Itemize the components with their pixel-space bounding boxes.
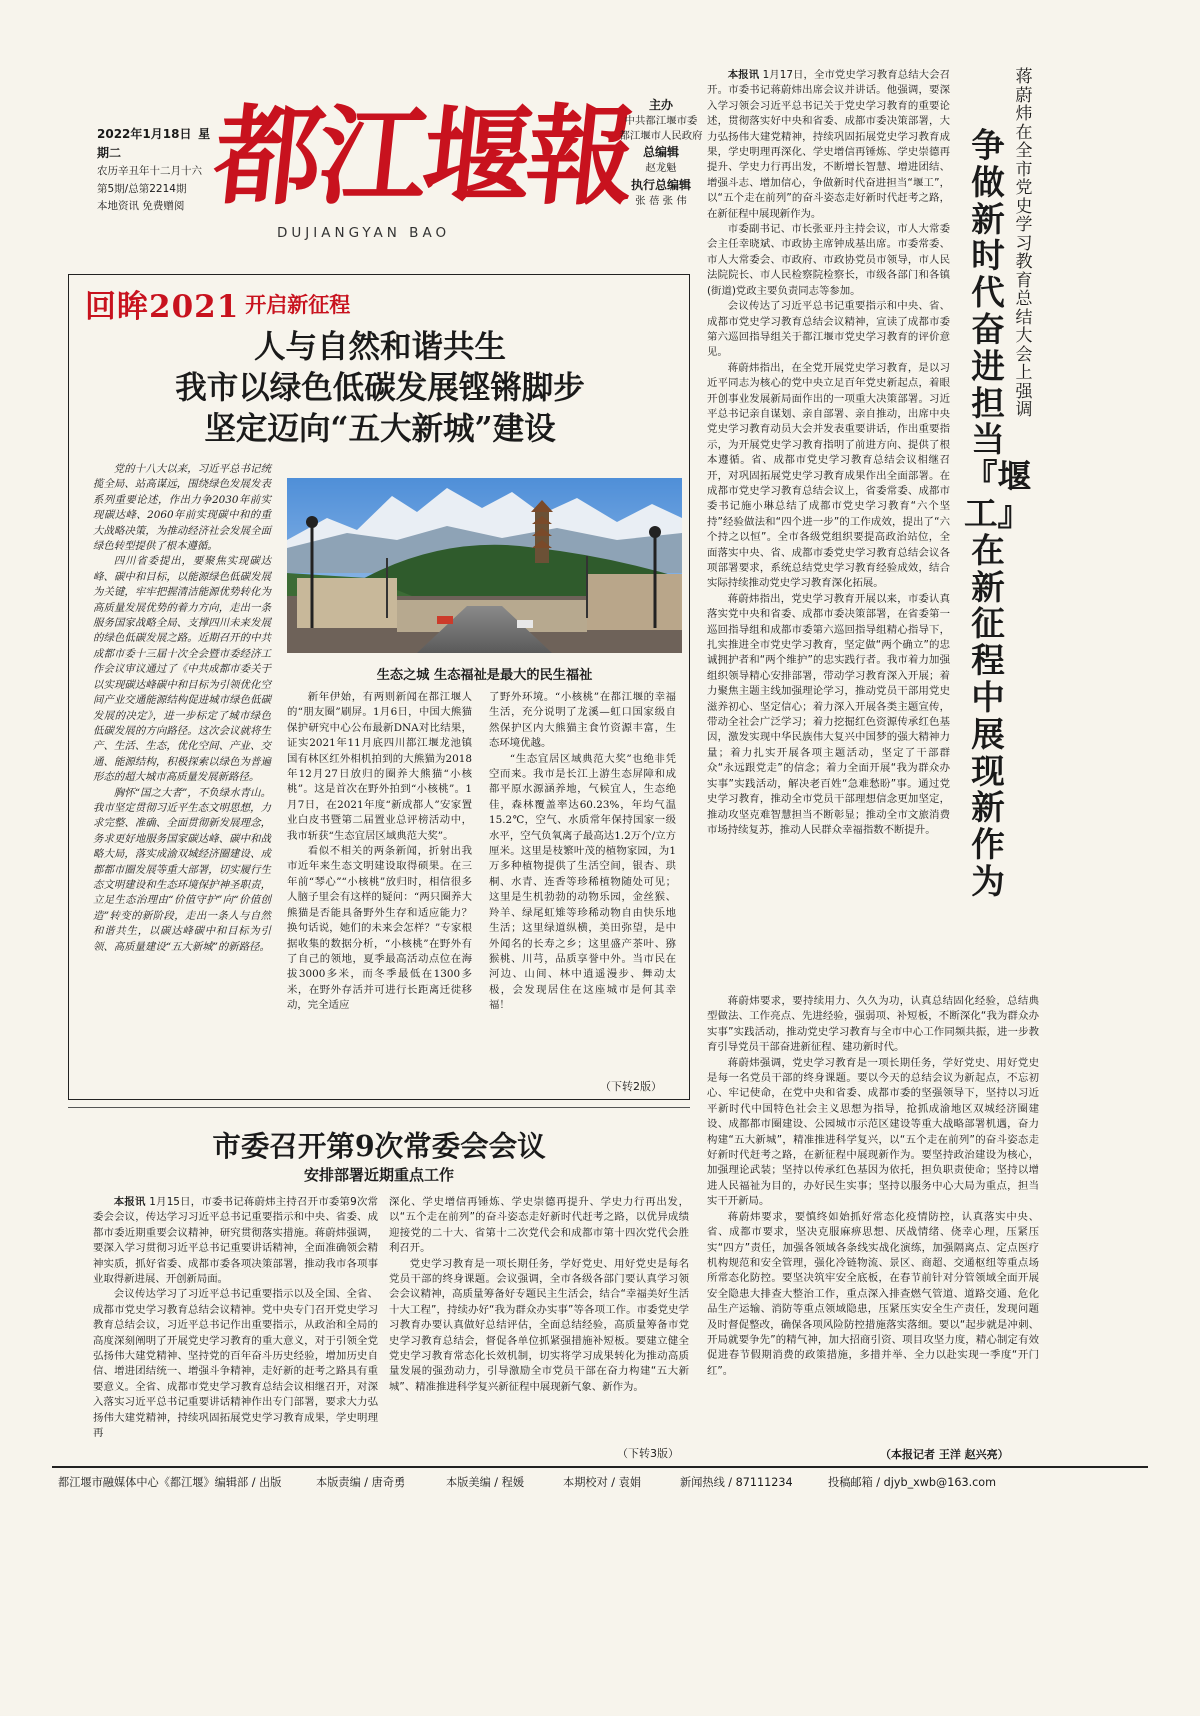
paragraph: “生态宜居区域典范大奖”也绝非凭空而来。我市是长江上游生态屏障和成都平原水源涵养地，气候宜人，生态绝佳，森林覆盖率达60.23%，年均气温15.2℃，空气、水质常年保持国家一级水平，空气负氧离子最高达1.2万个/立方厘米。这里是枝繁叶茂的植物家园，为1万多种植物提供了生活空间，银杏、珙桐、水青、连香等珍稀植物随处可见；这里是生机勃勃的动物乐园，金丝猴、羚羊、绿尾虹雉等珍稀动物自由快乐地生活；这里绿道纵横，美田弥望，是中外闻名的长寿之乡；这里盛产茶叶、猕猴桃、川芎，品质享誉中外。当市民在河边、山间、林中逍遥漫步、舞动太极，会发现居住在这座城市是何其幸福！ xyxy=(489,752,676,1012)
paragraph: 蒋蔚炜要求，要持续用力、久久为功，认真总结固化经验，总结典型做法、工作亮点、先进经验，强弱项、补短板，不断深化“我为群众办实事”实践活动，推动党史学习教育与全市中心工作同频共振，进一步教育引导党员干部奋进新征程、建功新时代。 xyxy=(707,995,1039,1054)
exec-editor-names: 张 蓓 张 伟 xyxy=(635,194,687,207)
feature-column-1 xyxy=(93,462,271,955)
feature-headline-2: 我市以绿色低碳发展铿锵脚步 xyxy=(175,369,585,406)
paragraph: 蒋蔚炜指出，党史学习教育开展以来，市委认真落实党中央和省委、成都市委决策部署，在省委第一巡回指导组和成都市委第六巡回指导组精心指导下，扎实推进全市党史学习教育，坚定做“两个确立”的忠诚拥护者和“两个维护”的忠实践行者。我市着力加强组织领导精心安排部署，带动学习教育深入开展；着力聚焦主题主线加强理论学习，推动党员干部用党史滋养初心、坚定信心；着力深入开展各类主题宣传，带动全社会广泛学习；着力挖掘红色资源传承红色基因，激发实现中华民族伟大复兴中国梦的强大精神力量；着力扎实开展各项主题活动，坚定了干部群众“永远跟党走”的信念；着力全面开展“我为群众办实事”实践活动，解决老百姓“急难愁盼”事。通过党史学习教育，推动全市党员干部理想信念更加坚定，推动攻坚克难智慧担当不断彰显；推动全市文旅消费市场持续复苏，推动人民群众幸福指数不断提升。 xyxy=(707,592,950,836)
footer-proofreader: 本期校对 / 袁娟 xyxy=(563,1476,642,1489)
divider xyxy=(68,1107,690,1108)
paragraph-text: 1月17日，全市党史学习教育总结大会召开。市委书记蒋蔚炜出席会议并讲话。他强调，要深入学习领会习近平总书记关于党史学习教育的重要论述，贯彻落实好中央和省委、成都市委决策部署，大力弘扬伟大建党精神，持续巩固拓展党史学习教育成果，学史明理再深化、学史增信再锤炼、学史崇德再提升、学史力行再出发，不断增长智慧、增进团结、增强斗志、增加信心，争做新时代奋进担当“堰工”，以“五个走在前列”的奋斗姿态走好新时代赶考之路，在新征程中展现新作为。 xyxy=(707,69,950,220)
paragraph: 党史学习教育是一项长期任务，学好党史、用好党史是每名党员干部的终身课题。会议强调，全市各级各部门要认真学习领会会议精神，高质量筹备好专题民主生活会，结合“幸福美好生活十大工程”，持续办好“我为群众办实事”等各项工作。市委党史学习教育办要认真做好总结评估，全面总结经验，高质量筹备市党史学习教育总结会，督促各单位抓紧强措施补短板。要建立健全党史学习教育常态化长效机制，切实将学习成果转化为推动高质量发展的强劲动力，引导激励全市党员干部在奋力构建“五大新城”、精准推进科学复兴新征程中展现新气象、新作为。 xyxy=(389,1257,689,1393)
paragraph-text: 1月15日，市委书记蒋蔚炜主持召开市委第9次常委会会议，传达学习习近平总书记重要指示和中央、省委、成都市委近期重要会议精神，研究贯彻落实措施。蒋蔚炜强调，要深入学习贯彻习近平总书记重要讲话精神，全面准确领会精神实质，抓好省委、成都市委各项决策部署，推动我市各项事业取得新进展、开创新局面。 xyxy=(93,1196,378,1286)
editor-name: 赵龙魁 xyxy=(645,162,677,174)
paragraph: 新年伊始，有两则新闻在都江堰人的“朋友圈”刷屏。1月6日，中国大熊猫保护研究中心公布最新DNA对比结果，证实2021年11月底四川都江堰龙池镇国有林区红外相机拍到的大熊猫为2018年12月27日放归的圈养大熊猫“小核桃”。这是首次在野外拍到“小核桃”。1月7日，在2021年度“新成都人”安家置业白皮书暨第二届置业总评榜活动中，我市斩获“生态宜居区域典范大奖”。 xyxy=(287,691,472,842)
footer-publisher: 都江堰市融媒体中心《都江堰》编辑部 / 出版 xyxy=(58,1476,282,1489)
feature-column-2 xyxy=(287,690,472,1014)
paragraph: 深化、学史增信再锤炼、学史崇德再提升、学史力行再出发，以“五个走在前列”的奋斗姿态走好新时代赶考之路，以优异成绩迎接党的二十大、省第十二次党代会和成都市第十四次党代会胜利召开。 xyxy=(389,1196,689,1255)
lead-tag: 本报讯 xyxy=(113,1196,146,1208)
vertical-subheadline: 蒋蔚炜在全市党史学习教育总结大会上强调 xyxy=(1015,67,1033,420)
footer-designer: 本版美编 / 程媛 xyxy=(446,1476,525,1489)
masthead-credits xyxy=(606,96,716,208)
exec-editor-label: 执行总编辑 xyxy=(630,177,691,192)
feature-column-3 xyxy=(489,690,676,1014)
continued-note: （下转3版） xyxy=(617,1447,679,1460)
host-2: 都江堰市人民政府 xyxy=(619,129,703,142)
distribution-note: 本地资讯 免费赠阅 xyxy=(97,200,185,212)
vertical-headline: 争做新时代奋进担当『堰工』在新征程中展现新作为 xyxy=(964,126,1031,901)
footer-rule xyxy=(52,1466,1148,1468)
issue-date: 2022年1月18日 xyxy=(97,127,192,141)
paragraph: 蒋蔚炜强调，党史学习教育是一项长期任务，学好党史、用好党史是每一名党员干部的终身课题。要以今天的总结会议为新起点，不忘初心、牢记使命，在党中央和省委、成都市委的坚强领导下，坚持以习近平新时代中国特色社会主义思想为指导，抢抓成渝地区双城经济圈建设、成都都市圈建设、公园城市示范区建设等重大战略部署机遇，奋力构建“五大新城”，精准推进科学复兴，以“五个走在前列”的奋斗姿态走好新时代赶考之路，在新征程中展现新作为。要坚持政治建设为核心，加强理论武装；坚持以传承红色基因为依托，担负职责使命；坚持以增进人民福祉为目的，办好民生实事；坚持以服务中心大局为重点，担当实干开新局。 xyxy=(707,1056,1039,1208)
host-1: 中共都江堰市委 xyxy=(624,115,698,127)
reporter-credit: （本报记者 王洋 赵兴亮） xyxy=(880,1448,1009,1461)
newspaper-title: 都江堰報 xyxy=(208,94,638,220)
paragraph xyxy=(93,1195,378,1287)
kicker-main: 回眸2021 xyxy=(85,289,240,325)
issue-weekday: 星期二 xyxy=(97,127,211,160)
continued-note: （下转2版） xyxy=(600,1080,662,1093)
right-story-column-2 xyxy=(707,994,1039,1379)
paragraph: 蒋蔚炜要求，要慎终如始抓好常态化疫情防控，认真落实中央、省、成都市要求，坚决克服麻痹思想、厌战情绪、侥幸心理，压紧压实“四方”责任，加强各领域各条线实战化演练，加强隔离点、定点医疗机构规范和安全管理，强化冷链物流、景区、商超、交通枢纽等重点场所常态化防控。要坚决筑牢安全底板，在春节前针对分管领域全面开展安全隐患大排查大整治工作，重点深入排查燃气管道、道路交通、危化品生产运输、消防等重点领域隐患，压紧压实安全生产责任，发现问题及时督促整改，确保各项风险防控措施落实落细。要以“起步就是冲刺、开局就要争先”的精气神，加大招商引资、项目攻坚力度，精心制定有效促进春节假期消费的政策措施，多措并举、全力以赴实现一季度“开门红”。 xyxy=(707,1210,1039,1377)
paragraph: 会议传达学习了习近平总书记重要指示以及全国、全省、成都市党史学习教育总结会议精神。党中央专门召开党史学习教育总结会议，习近平总书记作出重要指示，从政治和全局的高度深刻阐明了开展党史学习教育的重大意义，对于引领全党弘扬伟大建党精神、坚持党的百年奋斗历史经验，增加历史自信、增进团结统一、增强斗争精神，走好新的赶考之路具有重要意义。全省、成都市党史学习教育总结会议相继召开，对深入落实习近平总书记重要讲话精神作出专门部署，要求大力弘扬伟大建党精神，持续巩固拓展党史学习教育成果，学史明理再 xyxy=(93,1288,378,1440)
story2-column-2 xyxy=(389,1195,689,1395)
lead-tag: 本报讯 xyxy=(727,69,760,81)
paragraph: 胸怀“国之大者”，不负绿水青山。我市坚定贯彻习近平生态文明思想，力求完整、准确、全面贯彻新发展理念，务求更好地服务国家碳达峰、碳中和战略大局，落实成渝双城经济圈建设、成都都市圈发展等重大部署，切实履行生态文明建设和生态环境保护神圣职责，立足生态治理由“价值守护”向“价值创造”转变的新阶段，走出一条人与自然和谐共生，以碳达峰碳中和目标为引领、高质量建设“五大新城”的新路径。 xyxy=(93,786,271,953)
host-label: 主办 xyxy=(648,98,673,112)
paragraph: 四川省委提出，要聚焦实现碳达峰、碳中和目标，以能源绿色低碳发展为关键，牢牢把握清洁能源优势转化为高质量发展优势的着力方向，走出一条服务国家战略全局、支撑四川未来发展的绿色低碳发展之路。近期召开的中共成都市委十三届十次全会暨市委经济工作会议审议通过了《中共成都市委关于以实现碳达峰碳中和目标为引领优化空间产业交通能源结构促进城市绿色低碳发展的决定》，进一步标定了城市绿色低碳发展的方向路径。这次会议就将生产、生活、生态，优化空间、产业、交通、能源结构，积极探索以绿色为普遍形态的超大城市高质量发展新路径。 xyxy=(93,555,271,784)
feature-headline-3: 坚定迈向“五大新城”建设 xyxy=(204,410,556,447)
newspaper-pinyin: DUJIANGYAN BAO xyxy=(277,225,451,241)
paragraph: 了野外环境。“小核桃”在都江堰的幸福生活，充分说明了龙溪—虹口国家级自然保护区内大熊猫主食竹资源丰富，生态环境优越。 xyxy=(489,691,676,750)
newspaper-logo xyxy=(208,82,638,262)
photo-illustration xyxy=(287,478,682,653)
footer-email: 投稿邮箱 / djyb_xwb@163.com xyxy=(828,1476,997,1489)
city-landscape-photo xyxy=(287,478,682,653)
kicker-sub: 开启新征程 xyxy=(245,292,351,317)
right-story-column-1 xyxy=(707,68,950,838)
paragraph: 会议传达了习近平总书记重要指示和中央、省、成都市党史学习教育总结会议精神，宣读了成都市委第六巡回指导组关于都江堰市党史学习教育的评价意见。 xyxy=(707,300,950,359)
paragraph: 市委副书记、市长张亚丹主持会议，市人大常委会主任幸晓斌、市政协主席钟成基出席。市委常委、市人大常委会、市政府、市政协党员市领导，市人民法院院长、市人民检察院检察长，市级各部门和各镇(街道)党政主要负责同志等参加。 xyxy=(707,223,950,297)
paragraph: 蒋蔚炜指出，在全党开展党史学习教育，是以习近平同志为核心的党中央立足百年党史新起点，着眼开创事业发展新局面作出的一项重大决策部署。习近平总书记亲自谋划、亲自部署、亲自推动，出席中央党史学习教育动员大会并发表重要讲话，作出重要指示，为开展党史学习教育指明了前进方向、提供了根本遵循。省、成都市党史学习教育总结会议相继召开，对巩固拓展党史学习教育成果作出全面部署。在成都市党史学习教育总结会议上，省委常委、成都市委书记施小琳总结了成都市党史学习教育“六个坚持”经验做法和“四个进一步”的工作成效，提出了“六个持之以恒”。全市各级党组织要提高政治站位，全面落实中央、省、成都市委党史学习教育总结会议各项部署要求，系统总结党史学习教育经验成效，结合实际持续推动党史学习教育深化拓展。 xyxy=(707,361,950,590)
footer-editor: 本版责编 / 唐奇勇 xyxy=(316,1476,406,1489)
paragraph: 党的十八大以来，习近平总书记统揽全局、站高谋远，围绕绿色发展发表系列重要论述，作出力争2030年前实现碳达峰、2060年前实现碳中和的重大战略决策，为推动经济社会发展全面绿色转型提供了根本遵循。 xyxy=(93,463,271,553)
feature-headline-1: 人与自然和谐共生 xyxy=(253,328,506,365)
paragraph: 看似不相关的两条新闻，折射出我市近年来生态文明建设取得硕果。在三年前“琴心”“小核桃”放归时，相信很多人脑子里会有这样的疑问：“两只圈养大熊猫是否能具备野外生存和适应能力？换句话说，她们的未来会怎样？”专家根据收集的数据分析，“小核桃”在野外有了自己的领地，夏季最高活动点位在海拔3000多米，而冬季最低在1300多米，在野外存活并可进行长距离迁徙移动，完全适应 xyxy=(287,845,472,1012)
story2-headline: 市委召开第9次常委会会议 xyxy=(212,1129,546,1163)
editor-label: 总编辑 xyxy=(642,145,679,159)
masthead-info xyxy=(97,126,212,216)
story2-subhead: 安排部署近期重点工作 xyxy=(303,1166,454,1184)
story2-column-1 xyxy=(93,1195,378,1442)
footer-hotline: 新闻热线 / 87111234 xyxy=(680,1476,793,1489)
issue-number: 第5期/总第2214期 xyxy=(97,182,187,195)
lunar-date: 农历辛丑年十二月十六 xyxy=(97,165,202,177)
feature-kicker xyxy=(85,281,350,326)
paragraph xyxy=(707,68,950,222)
photo-caption: 生态之城 生态福祉是最大的民生福祉 xyxy=(376,668,593,683)
